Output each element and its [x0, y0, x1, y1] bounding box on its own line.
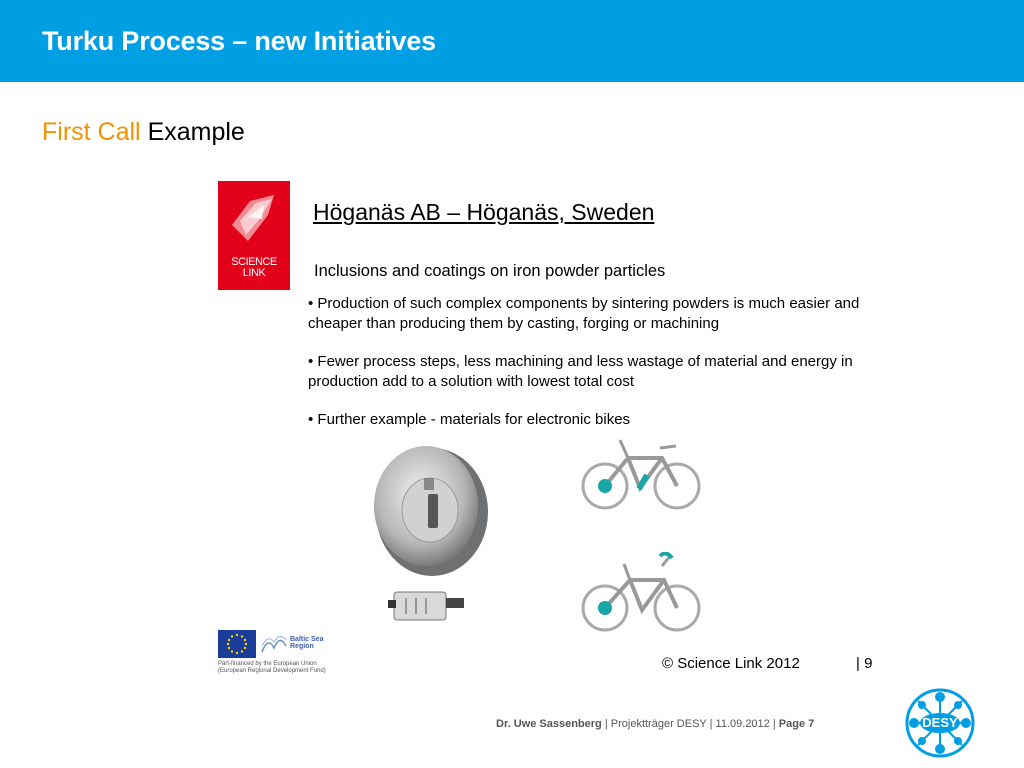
footer-separator: | — [769, 718, 779, 730]
header-bar — [0, 0, 1024, 82]
controller-image — [388, 586, 468, 624]
topic-line: Inclusions and coatings on iron powder particles — [314, 262, 666, 280]
footer — [496, 718, 814, 730]
eu-baltic-logo — [218, 630, 348, 680]
bullet-item: • Further example - materials for electronic bikes — [308, 411, 631, 428]
footer-date: 11.09.2012 — [715, 718, 770, 730]
ebike-image-2 — [580, 552, 702, 636]
hub-motor-image — [362, 440, 492, 580]
eu-financing-text — [218, 661, 358, 675]
footer-separator: | — [601, 718, 611, 730]
eu-financing-line2: (European Regional Development Fund) — [218, 668, 326, 674]
science-link-line1: SCIENCE — [231, 256, 277, 268]
baltic-sea-region-label: Baltic Sea Region — [290, 636, 324, 650]
bullet-text: Fewer process steps, less machining and less wastage of material and energy in production add to a solution with lowest total cost — [308, 353, 853, 390]
eu-financing-line1: Part-financed by the European Union — [218, 661, 317, 667]
ebike-image-1 — [580, 436, 702, 516]
bullet-text: Production of such complex components by sintering powders is much easier and cheaper than producing them by casting, forging or machining — [308, 295, 860, 332]
footer-organization: Projektträger DESY — [610, 718, 707, 730]
desy-logo — [904, 687, 976, 759]
footer-separator: | — [706, 718, 716, 730]
footer-page: Page 7 — [778, 718, 815, 730]
eu-flag-icon — [218, 630, 256, 658]
bullet-item: • Production of such complex components by sintering powders is much easier and cheaper than producing them by casting, forging or machining — [308, 295, 860, 332]
slide-number: | 9 — [856, 655, 873, 672]
baltic-wave-icon — [260, 632, 288, 656]
subtitle-rest: Example — [147, 118, 245, 146]
bullet-list — [308, 294, 888, 449]
bullet-item: • Fewer process steps, less machining and less wastage of material and energy in production add to a solution with lowest total cost — [308, 353, 853, 390]
subtitle-accent: First Call — [42, 118, 141, 146]
bullet-text: Further example - materials for electronic bikes — [317, 411, 631, 428]
slide-title: Turku Process – new Initiatives — [42, 26, 436, 56]
footer-author: Dr. Uwe Sassenberg — [496, 718, 602, 730]
science-link-logo — [218, 181, 290, 290]
company-heading: Höganäs AB – Höganäs, Sweden — [313, 199, 655, 225]
science-link-emblem-icon — [218, 181, 290, 251]
copyright-text: © Science Link 2012 — [662, 655, 800, 672]
desy-logo-text: DESY — [922, 715, 958, 730]
science-link-line2: LINK — [242, 267, 266, 279]
slide-subtitle — [42, 118, 245, 147]
